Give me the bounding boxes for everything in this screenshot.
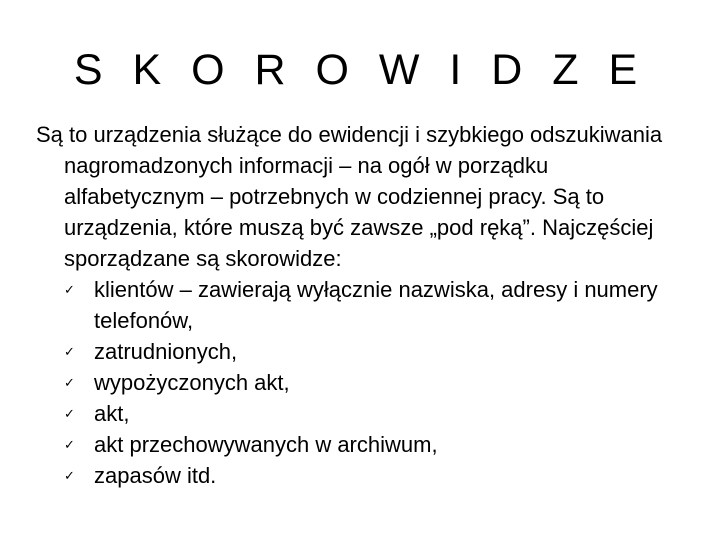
list-item-text: akt przechowywanych w archiwum,	[94, 432, 438, 457]
list-item	[64, 274, 676, 336]
list-item	[64, 398, 676, 429]
list-item	[64, 367, 676, 398]
checkmark-icon: ✓	[64, 282, 75, 297]
list-item	[64, 429, 676, 460]
index-types-list	[36, 274, 676, 491]
intro-paragraph: Są to urządzenia służące do ewidencji i szybkiego odszukiwania nagromadzonych informacji – na ogół w porządku alfabetycznym – potrzebnych w codziennej pracy. Są to urządzenia, które muszą być zawsze „pod ręką”. Najczęściej sporządzane są skorowidze:	[36, 122, 663, 271]
checkmark-icon: ✓	[64, 344, 75, 359]
list-item-text: zapasów itd.	[94, 463, 217, 488]
list-item-text: wypożyczonych akt,	[94, 370, 290, 395]
checkmark-icon: ✓	[64, 406, 75, 421]
checkmark-icon: ✓	[64, 375, 75, 390]
list-item	[64, 336, 676, 367]
slide-title: S K O R O W I D Z E	[73, 46, 647, 94]
checkmark-icon: ✓	[64, 468, 75, 483]
list-item-text: akt,	[94, 401, 130, 426]
slide-body	[36, 119, 676, 491]
list-item	[64, 460, 676, 491]
list-item-text: zatrudnionych,	[94, 339, 238, 364]
checkmark-icon: ✓	[64, 437, 75, 452]
list-item-text: klientów – zawierają wyłącznie nazwiska, adresy i numery telefonów,	[94, 277, 658, 333]
